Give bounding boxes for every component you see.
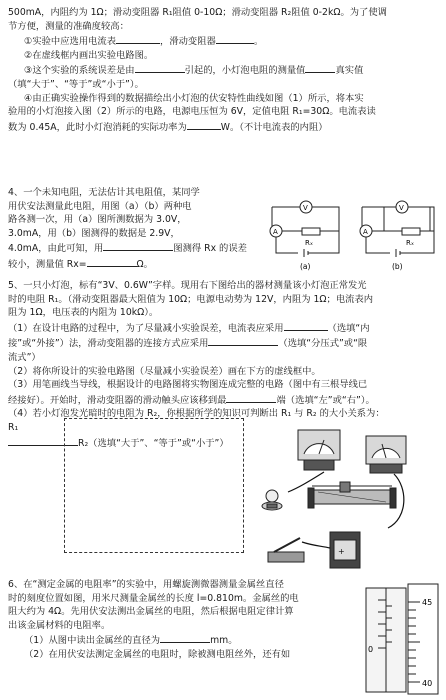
question-5: 5、一只小灯泡，标有“3V、0.6W”字样。现用右下图给出的器材测量该小灯泡正常发光 时的电阻 R₁。（滑动变阻器最大阻值为 10Ω；电源电动势为 12V，内阻为 1Ω；电流表内 阻为 1Ω，电压表的内阻为 10kΩ）。 （1）在设计电路的过程中，为了尽量减小实验误差，电流表应采用 （选填“内 接”或“外接”）法，滑动变阻器的连接方式应采用 （选填“分压式”或“限 流式”） （2）将你所设计的实验电路图（尽量减小实验误差）画在下方的虚线框中。 （3）用笔画线当导线，根据设计的电路图将实物图连成完整的电路（图中有三根导线已 经接好）。开始时，滑动变阻器的滑动触头应该移到最 端（选填“左”或“右”）。 （4）若小灯泡发光暗时的电阻为 R₂，你根据所学的知识可判断出 R₁ 与 R₂ 的大小关系为： R₁ R₂（选填“大于”、“等于”或“小于”） — [8, 280, 385, 449]
apparatus-figure — [258, 428, 438, 578]
answer-blank[interactable] — [226, 392, 276, 403]
answer-blank[interactable] — [103, 240, 173, 251]
answer-blank[interactable] — [87, 256, 137, 267]
resistor-label: Rₓ — [406, 239, 414, 247]
figure-caption-b: (b) — [392, 262, 403, 271]
circuit-drawing-box[interactable] — [64, 418, 244, 553]
voltmeter-symbol: V — [303, 204, 308, 212]
q3-line-6: （填“大于”、“等于”或“小于”）。 — [8, 78, 144, 90]
answer-blank[interactable] — [135, 62, 185, 73]
q3-line-9: 数为 0.45A，此时小灯泡消耗的实际功率为 W。（不计电流表的内阻） — [8, 119, 440, 135]
ammeter-icon — [366, 436, 406, 473]
voltmeter-symbol: V — [399, 204, 404, 212]
q3-line-2: 节方便，测量的准确度较高： — [8, 20, 129, 32]
rheostat-icon — [308, 482, 396, 508]
micrometer-figure — [364, 580, 444, 698]
circuit-diagram-ab — [262, 195, 442, 275]
battery-icon — [330, 532, 360, 568]
q3-item-1: ①实验中应选用电流表 ，滑动变阻器 。 — [8, 33, 440, 49]
voltmeter-icon — [298, 430, 340, 470]
question-3 — [8, 6, 440, 134]
micrometer-tick-label: 0 — [368, 645, 374, 654]
micrometer-tick-label: 40 — [422, 679, 433, 688]
q3-item-4: ④由正确实验操作得到的数据描绘出小灯泡的伏安特性曲线如图（1）所示，将本实 — [24, 92, 364, 104]
answer-blank[interactable] — [305, 62, 335, 73]
micrometer-tick-label: 45 — [422, 598, 433, 607]
q3-item-2: ②在虚线框内画出实验电路图。 — [24, 49, 154, 61]
answer-blank[interactable] — [208, 335, 278, 346]
question-4: 4、一个未知电阻，无法估计其电阻值，某同学 用伏安法测量此电阻，用图（a）（b）两种电 路各测一次，用（a）图所测数据为 3.0V， 3.0mA，用（b）图测得的数据是 2.9V， 4.0mA，由此可知，用 图测得 Rx 的误差 较小，测量值 Rx= Ω。 — [8, 187, 247, 270]
svg-text:+: + — [338, 547, 345, 556]
answer-blank[interactable] — [116, 33, 160, 44]
answer-blank[interactable] — [187, 119, 221, 130]
q3-line-1: 500mA，内阻约为 1Ω；滑动变阻器 R₁阻值 0-10Ω；滑动变阻器 R₂阻值 0-2kΩ。为了使调 — [8, 7, 387, 18]
answer-blank[interactable] — [216, 33, 254, 44]
switch-icon — [268, 538, 304, 562]
resistor-label: Rₓ — [305, 239, 313, 247]
q3-item-3: ③这个实验的系统误差是由 引起的，小灯泡电阻的测量值 真实值 — [8, 62, 440, 78]
q3-line-8: 验用的小灯泡接入图（2）所示的电路，电源电压恒为 6V，定值电阻 R₁=30Ω。电流表读 — [8, 106, 376, 118]
ammeter-symbol: A — [273, 228, 278, 236]
question-6: 6、在“测定金属的电阻率”的实验中，用螺旋测微器测量金属丝直径 时的刻度位置如图，用米尺测量金属丝的长度 l=0.810m。金属丝的电 阻大约为 4Ω。先用伏安法测出金属丝的电阻，然后根据电阻定律计算 出该金属材料的电阻率。 （1）从图中读出金属丝的直径为 mm。 （2）在用伏安法测定金属丝的电阻时，除被测电阻丝外，还有如 — [8, 579, 299, 660]
answer-blank[interactable] — [160, 632, 210, 643]
answer-blank[interactable] — [284, 320, 328, 331]
figure-caption-a: (a) — [300, 262, 311, 271]
ammeter-symbol: A — [363, 228, 368, 236]
lamp-icon — [262, 490, 282, 510]
